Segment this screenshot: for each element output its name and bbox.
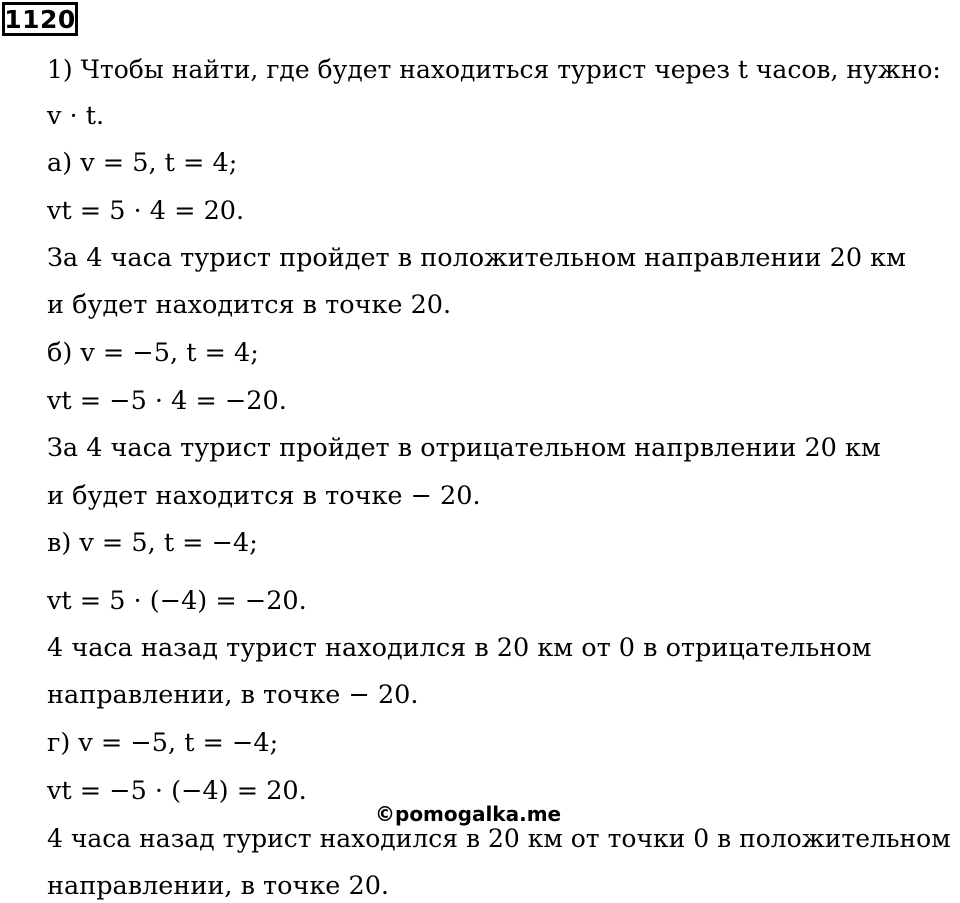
solution-line-1: 1) Чтобы найти, где будет находиться турист через t часов, нужно: bbox=[47, 55, 941, 84]
solution-line-13: 4 часа назад турист находился в 20 км от 0 в отрицательном bbox=[47, 633, 872, 663]
solution-line-16: vt = −5 · (−4) = 20. bbox=[47, 776, 307, 806]
solution-line-18: направлении, в точке 20. bbox=[47, 871, 390, 901]
solution-line-3: а) v = 5, t = 4; bbox=[47, 148, 238, 178]
solution-line-8: vt = −5 · 4 = −20. bbox=[47, 386, 287, 416]
solution-line-17: 4 часа назад турист находился в 20 км от точки 0 в положительном bbox=[47, 824, 951, 853]
solution-line-6: и будет находится в точке 20. bbox=[47, 290, 452, 320]
task-number-box bbox=[2, 2, 78, 36]
solution-line-11: в) v = 5, t = −4; bbox=[47, 528, 258, 558]
solution-line-14: направлении, в точке − 20. bbox=[47, 680, 419, 710]
solution-line-9: За 4 часа турист пройдет в отрицательном напрвлении 20 км bbox=[47, 433, 881, 463]
solution-line-15: г) v = −5, t = −4; bbox=[47, 728, 279, 758]
solution-line-2: v · t. bbox=[47, 101, 105, 131]
solution-line-10: и будет находится в точке − 20. bbox=[47, 481, 481, 511]
solution-line-4: vt = 5 · 4 = 20. bbox=[47, 196, 245, 226]
solution-line-5: За 4 часа турист пройдет в положительном направлении 20 км bbox=[47, 243, 906, 273]
watermark: ©pomogalka.me bbox=[375, 802, 562, 826]
solution-line-7: б) v = −5, t = 4; bbox=[47, 338, 259, 368]
task-number: 1120 bbox=[4, 4, 76, 34]
solution-line-12: vt = 5 · (−4) = −20. bbox=[47, 586, 307, 616]
